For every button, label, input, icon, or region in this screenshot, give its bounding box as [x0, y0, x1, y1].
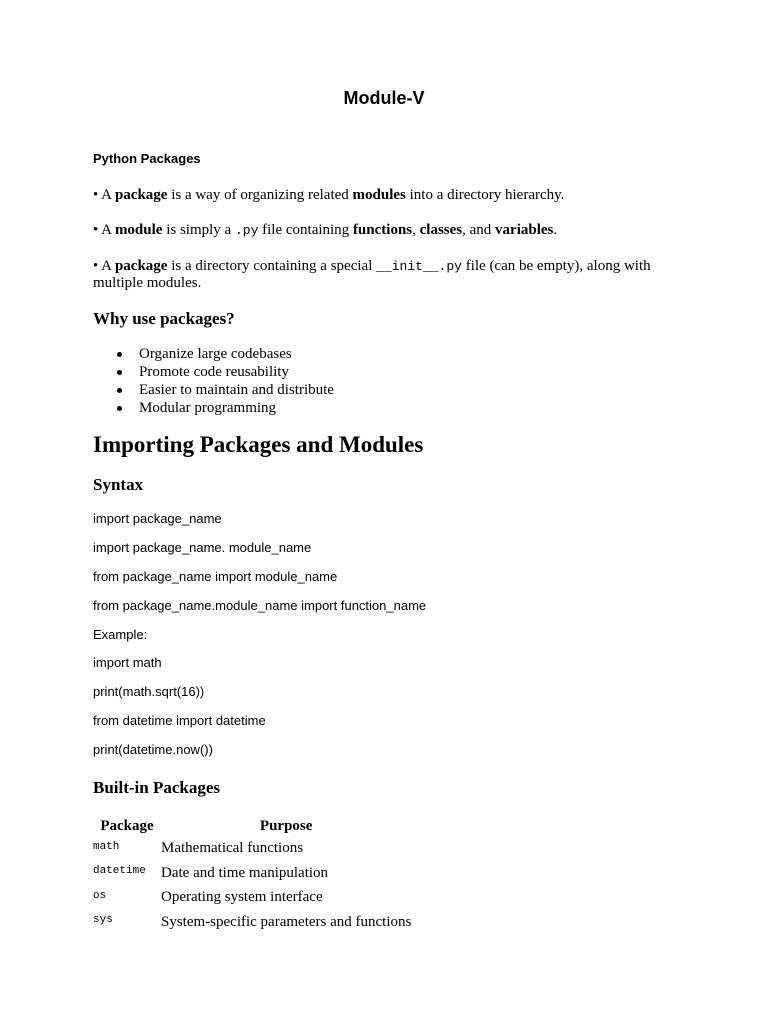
section-subheading: Python Packages	[93, 151, 201, 166]
bullet-paragraph-3	[93, 258, 683, 292]
bold-term: variables	[495, 222, 554, 238]
text-run: is a way of organizing related	[167, 187, 353, 203]
table-row	[93, 837, 411, 862]
list-item-text: Easier to maintain and distribute	[139, 382, 334, 398]
bold-term: functions	[352, 222, 413, 238]
package-name-cell: sys	[93, 914, 113, 927]
purpose-cell: Operating system interface	[161, 889, 323, 906]
list-item	[93, 381, 334, 399]
bullet-paragraph-2	[93, 222, 683, 239]
code-line: from package_name import module_name	[93, 569, 338, 584]
bold-term: modules	[352, 187, 406, 203]
bold-term: package	[114, 258, 168, 274]
purpose-cell: Mathematical functions	[161, 840, 304, 857]
text-run: ,	[412, 222, 420, 238]
example-label: Example:	[93, 627, 148, 642]
code-line: print(math.sqrt(16))	[93, 684, 205, 699]
bullet-icon	[117, 370, 122, 375]
bold-term: package	[114, 187, 168, 203]
bullet-icon	[117, 388, 122, 393]
bold-term: classes	[419, 222, 463, 238]
code-line: from package_name.module_name import function_name	[93, 598, 427, 613]
table-header-cell: Purpose	[259, 817, 313, 834]
text-run: • A	[93, 187, 115, 203]
list-item-text: Promote code reusability	[139, 364, 289, 380]
code-line: import package_name. module_name	[93, 540, 312, 555]
bullet-icon	[117, 352, 122, 357]
text-run: is simply a	[162, 222, 235, 238]
text-run: into a directory hierarchy.	[405, 187, 565, 203]
code-line: import math	[93, 655, 162, 670]
purpose-cell: Date and time manipulation	[161, 864, 329, 881]
syntax-heading: Syntax	[93, 475, 144, 494]
text-run: • A	[93, 222, 115, 238]
purpose-cell: System-specific parameters and functions	[161, 913, 412, 930]
text-run: • A	[93, 258, 115, 274]
why-list	[93, 345, 334, 417]
bold-term: module	[114, 222, 163, 238]
page-title: Module-V	[343, 88, 425, 108]
list-item-text: Modular programming	[139, 400, 277, 416]
package-name-cell: os	[93, 889, 107, 902]
inline-code: __init__.py	[376, 259, 462, 274]
table-row	[93, 861, 411, 886]
table-header-row	[93, 816, 411, 837]
package-name-cell: math	[93, 840, 120, 853]
table-row	[93, 910, 411, 935]
packages-table	[93, 816, 411, 935]
bullet-icon	[117, 406, 122, 411]
why-heading: Why use packages?	[93, 309, 235, 328]
list-item	[93, 345, 334, 363]
text-run: file (can be empty), along with multiple modules.	[93, 258, 651, 291]
text-run: , and	[462, 222, 496, 238]
bullet-paragraph-1	[93, 187, 683, 204]
code-line: from datetime import datetime	[93, 713, 266, 728]
package-name-cell: datetime	[93, 865, 146, 878]
text-run: is a directory containing a special	[167, 258, 377, 274]
text-run: file containing	[258, 222, 353, 238]
code-line: print(datetime.now())	[93, 742, 213, 757]
inline-code: .py	[234, 223, 259, 238]
table-row	[93, 886, 411, 911]
list-item-text: Organize large codebases	[139, 346, 292, 362]
text-run: .	[553, 222, 558, 238]
list-item	[93, 363, 334, 381]
table-header-cell: Package	[100, 817, 154, 834]
importing-heading: Importing Packages and Modules	[93, 432, 424, 457]
code-line: import package_name	[93, 511, 222, 526]
list-item	[93, 399, 334, 417]
builtin-heading: Built-in Packages	[93, 778, 221, 797]
